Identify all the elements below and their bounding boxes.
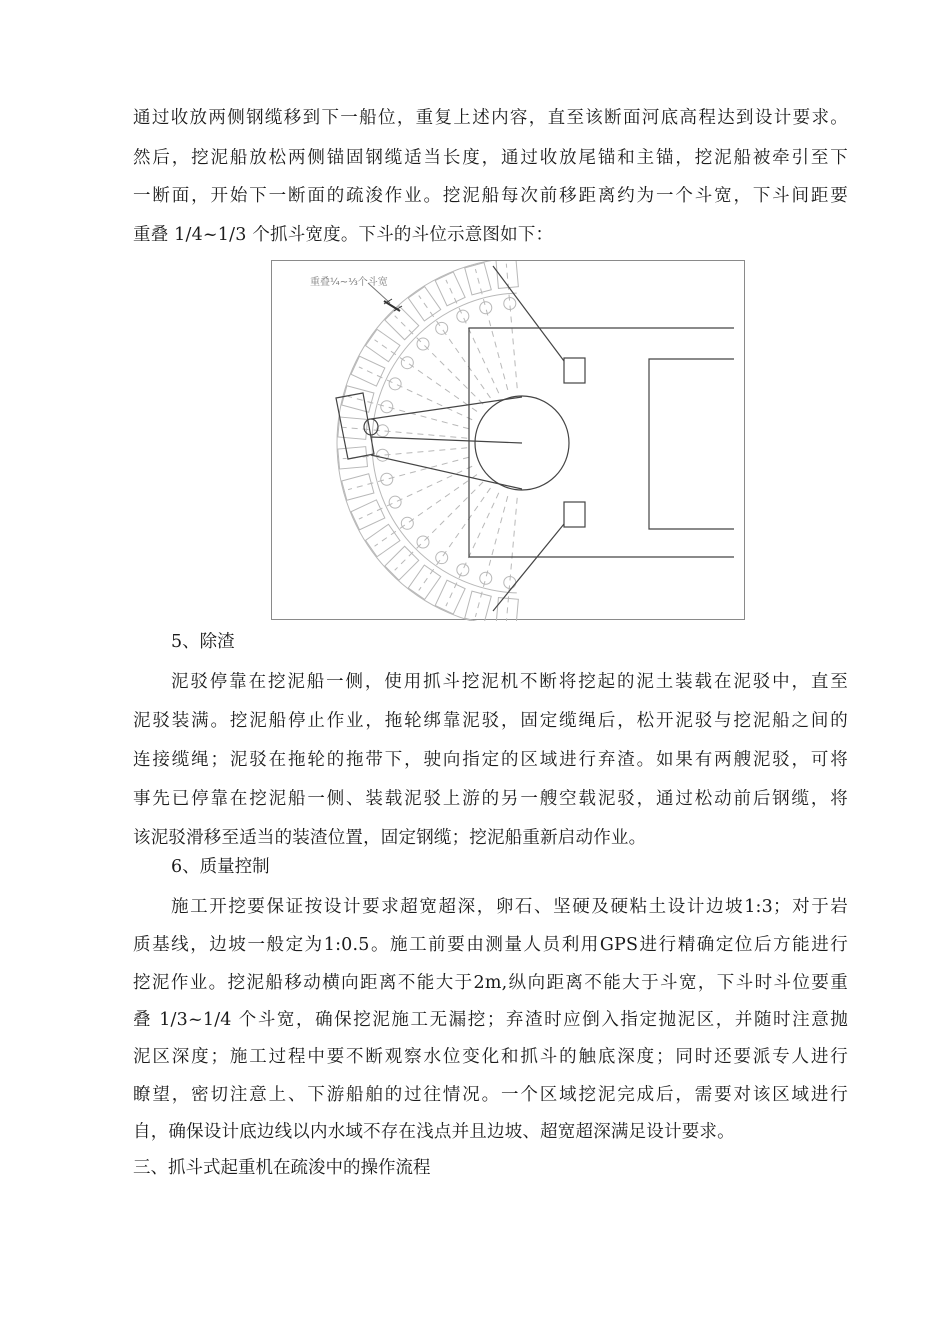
swing-radius-line — [419, 488, 491, 590]
bucket-pivot-mark — [436, 552, 448, 564]
overlap-annotation — [310, 275, 402, 311]
bucket-pivot-mark — [381, 401, 393, 413]
swing-radius-line — [506, 264, 517, 389]
winch-block-bottom — [564, 502, 585, 527]
paragraph-line: 泥驳停靠在挖泥船一侧，使用抓斗挖泥机不断将挖起的泥土装载在泥驳中，直至 — [171, 672, 848, 692]
paragraph-line: 泥区深度；施工过程中要不断观察水位变化和抓斗的触底深度；同时还要派专人进行 — [133, 1047, 848, 1067]
paragraph-line: 自，确保设计底边线以内水域不存在浅点并且边坡、超宽超深满足设计要求。 — [133, 1122, 735, 1142]
bucket-pivot-mark — [457, 310, 469, 322]
paragraph-line: 瞭望，密切注意上、下游船舶的过往情况。一个区域挖泥完成后，需要对该区域进行 — [133, 1085, 848, 1105]
swing-radius-line — [419, 296, 491, 398]
section-heading-6: 6、质量控制 — [171, 857, 270, 877]
grab-bucket-position-diagram — [271, 260, 745, 620]
bucket-pivot-mark — [417, 338, 429, 350]
paragraph-line: 然后，挖泥船放松两侧锚固钢缆适当长度，通过收放尾锚和主锚，挖泥船被牵引至下 — [133, 148, 848, 168]
bucket-pivot-mark — [381, 473, 393, 485]
section-heading-5: 5、除渣 — [171, 632, 235, 652]
paragraph-line: 重叠 1/4~1/3 个抓斗宽度。下斗的斗位示意图如下： — [133, 225, 554, 245]
bucket-pivot-mark — [389, 378, 401, 390]
swing-radius-line — [375, 340, 477, 412]
diagram-svg — [272, 261, 746, 621]
bucket-pivot-mark — [401, 517, 413, 529]
paragraph-line: 叠 1/3~1/4 个斗宽，确保挖泥施工无漏挖；弃渣时应倒入指定抛泥区，并随时注意抛 — [133, 1010, 848, 1030]
swing-radius-line — [446, 493, 499, 606]
bucket-pivot-mark — [480, 572, 492, 584]
paragraph-line: 事先已停靠在挖泥船一侧、装载泥驳上游的另一艘空载泥驳，通过松动前后钢缆，将 — [133, 789, 848, 809]
swing-radius-line — [343, 427, 468, 438]
bucket-pivot-mark — [436, 322, 448, 334]
dredger-hull — [336, 266, 734, 611]
swing-radius-line — [506, 498, 517, 621]
paragraph-line: 挖泥作业。挖泥船移动横向距离不能大于2m,纵向距离不能大于斗宽，下斗时斗位要重 — [133, 973, 848, 993]
paragraph-line: 质基线，边坡一般定为1:0.5。施工前要由测量人员利用GPS进行精确定位后方能进行 — [133, 935, 848, 955]
swing-radius-line — [395, 316, 483, 404]
winch-block-top — [564, 358, 585, 383]
section-heading-3: 三、抓斗式起重机在疏浚中的操作流程 — [133, 1158, 431, 1178]
overlap-label: 重叠¼~⅓个斗宽 — [310, 277, 388, 288]
paragraph-line: 通过收放两侧钢缆移到下一船位，重复上述内容，直至该断面河底高程达到设计要求。 — [133, 108, 848, 128]
paragraph-line: 一断面，开始下一断面的疏浚作业。挖泥船每次前移距离约为一个斗宽，下斗间距要 — [133, 186, 848, 206]
swing-radius-line — [475, 269, 507, 390]
bucket-pivot-mark — [457, 564, 469, 576]
bucket-pivot-mark — [480, 302, 492, 314]
swing-radius-line — [446, 280, 499, 393]
swing-radius-line — [343, 448, 468, 459]
swing-radius-line — [375, 475, 477, 547]
swing-arc — [372, 293, 517, 593]
bucket-pivot-mark — [401, 357, 413, 369]
swing-radius-line — [359, 367, 472, 420]
bucket-pivot-mark — [389, 496, 401, 508]
paragraph-line: 施工开挖要保证按设计要求超宽超深，卵石、坚硬及硬粘土设计边坡1:3；对于岩 — [171, 897, 848, 917]
paragraph-line: 该泥驳滑移至适当的装渣位置，固定钢缆；挖泥船重新启动作业。 — [133, 828, 647, 848]
bucket-pivot-mark — [417, 536, 429, 548]
paragraph-line: 连接缆绳；泥驳在拖轮的拖带下，驶向指定的区域进行弃渣。如果有两艘泥驳，可将 — [133, 750, 848, 770]
paragraph-line: 泥驳装满。挖泥船停止作业，拖轮绑靠泥驳，固定缆绳后，松开泥驳与挖泥船之间的 — [133, 711, 848, 731]
